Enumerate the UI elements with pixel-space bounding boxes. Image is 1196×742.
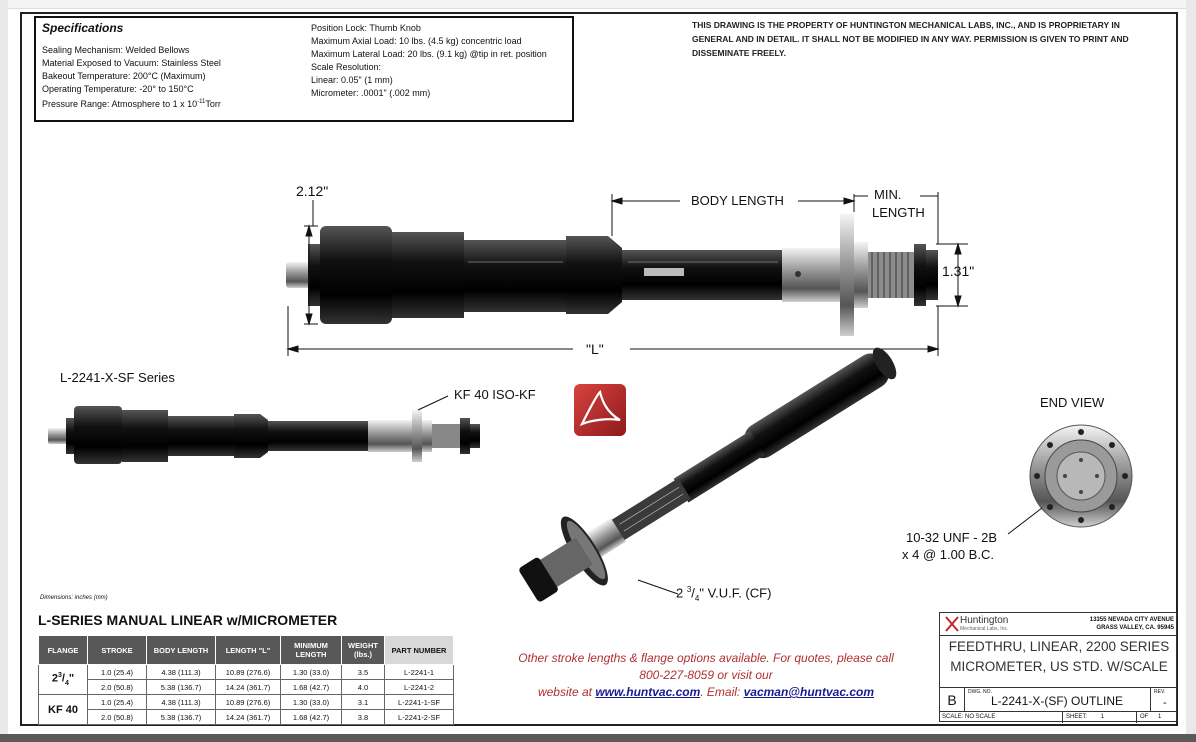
cf-fraction-den: 4 bbox=[694, 593, 700, 603]
revision-cell bbox=[1150, 688, 1179, 712]
table-cell: 14.24 (361.7) bbox=[216, 710, 281, 725]
header-weight: WEIGHT (lbs.) bbox=[342, 636, 385, 665]
pressure-exponent: -11 bbox=[197, 99, 206, 105]
spec-line: Bakeout Temperature: 200°C (Maximum) bbox=[42, 71, 206, 81]
cf-prefix: 2 bbox=[676, 585, 687, 601]
specifications-box bbox=[34, 16, 574, 122]
iso-feedthru-drawing bbox=[507, 325, 912, 620]
address-line-2: GRASS VALLEY, CA. 95945 bbox=[1096, 625, 1174, 631]
overall-length-label: "L" bbox=[586, 341, 604, 357]
table-cell: 1.68 (42.7) bbox=[281, 710, 342, 725]
spec-line: Linear: 0.05" (1 mm) bbox=[311, 75, 393, 85]
body-length-label: BODY LENGTH bbox=[691, 193, 784, 208]
table-cell: 1.0 (25.4) bbox=[88, 665, 147, 680]
header-stroke: STROKE bbox=[88, 636, 147, 665]
cf-fraction-num: 3 bbox=[686, 585, 692, 594]
drawing-title bbox=[940, 637, 1178, 677]
dwg-no-label: DWG. NO. bbox=[968, 689, 992, 695]
pressure-label: Pressure Range: Atmosphere to 1 x 10 bbox=[42, 99, 198, 109]
header-minimum-length: MINIMUM LENGTH bbox=[281, 636, 342, 665]
spec-line: Micrometer: .0001" (.002 mm) bbox=[311, 88, 431, 98]
table-cell: 10.89 (276.6) bbox=[216, 695, 281, 710]
table-cell: 1.0 (25.4) bbox=[88, 695, 147, 710]
table-row bbox=[39, 680, 454, 695]
kf-caption: KF 40 ISO-KF bbox=[454, 387, 536, 402]
drawing-sheet bbox=[8, 0, 1186, 734]
table-cell: L-2241-2-SF bbox=[385, 710, 454, 725]
title-block-footer bbox=[940, 711, 1178, 723]
table-cell: 1.68 (42.7) bbox=[281, 680, 342, 695]
spec-line: Maximum Axial Load: 10 lbs. (4.5 kg) concentric load bbox=[311, 36, 522, 46]
table-cell: 4.38 (111.3) bbox=[147, 695, 216, 710]
spec-line: Material Exposed to Vacuum: Stainless Steel bbox=[42, 58, 221, 68]
series-caption: L-2241-X-SF Series bbox=[60, 370, 175, 385]
drawing-title-line-1: FEEDTHRU, LINEAR, 2200 SERIES bbox=[948, 639, 1170, 654]
contact-line-3 bbox=[496, 684, 916, 701]
cf-flange-caption: 2 $^3/_4$" V.U.F. (CF) bbox=[676, 585, 772, 603]
spec-line: Scale Resolution: bbox=[311, 62, 382, 72]
flange-cell: KF 40 bbox=[39, 695, 88, 725]
specifications-title: Specifications bbox=[42, 21, 124, 35]
pdf-icon[interactable] bbox=[574, 384, 626, 436]
spec-right-column bbox=[311, 22, 547, 100]
spec-line: Position Lock: Thumb Knob bbox=[311, 23, 421, 33]
company-logo-text: Huntington bbox=[960, 615, 1009, 626]
drawing-size: B bbox=[940, 688, 965, 712]
table-cell: 14.24 (361.7) bbox=[216, 680, 281, 695]
huntington-logo-icon bbox=[943, 614, 961, 634]
spec-left-column bbox=[42, 44, 221, 111]
table-row bbox=[39, 710, 454, 725]
of-cell bbox=[1136, 712, 1161, 723]
company-address bbox=[1090, 616, 1174, 632]
table-cell: 4.0 bbox=[342, 680, 385, 695]
flange-sub: 4 bbox=[64, 679, 69, 687]
revision: - bbox=[1163, 697, 1167, 709]
spec-line: Operating Temperature: -20° to 150°C bbox=[42, 84, 194, 94]
pressure-unit: Torr bbox=[205, 99, 221, 109]
min-length-label-1: MIN. bbox=[874, 187, 902, 202]
drawing-title-line-2: MICROMETER, US STD. W/SCALE bbox=[950, 659, 1168, 674]
sheet-label: SHEET: bbox=[1066, 714, 1088, 720]
sheet-number: 1 bbox=[1100, 714, 1105, 720]
table-row bbox=[39, 695, 454, 710]
table-cell: L-2241-1 bbox=[385, 665, 454, 680]
proprietary-notice: THIS DRAWING IS THE PROPERTY OF HUNTINGTON MECHANICAL LABS, INC., AND IS PROPRIETARY IN GENERAL AND IN DETAIL. IT SHALL NOT BE MODIFIED IN ANY WAY. PERMISSION IS GIVEN TO PRINT AND DISSEMINATE FREELY. bbox=[692, 20, 1129, 58]
header-length-l: LENGTH "L" bbox=[216, 636, 281, 665]
flange-cell: $2^3/_4$" bbox=[39, 665, 88, 695]
table-cell: 3.5 bbox=[342, 665, 385, 680]
thread-caption-1: 10-32 UNF - 2B bbox=[906, 530, 998, 545]
company-logo-subtext: Mechanical Labs, Inc. bbox=[960, 626, 1009, 632]
table-cell: 2.0 (50.8) bbox=[88, 680, 147, 695]
table-cell: 10.89 (276.6) bbox=[216, 665, 281, 680]
spec-line-pressure bbox=[42, 96, 221, 111]
header-body-length: BODY LENGTH bbox=[147, 636, 216, 665]
flange-main: 2 bbox=[51, 672, 59, 685]
of-label: OF bbox=[1140, 714, 1149, 720]
diameter-dimension: 2.12" bbox=[296, 183, 329, 199]
drawing-number: L-2241-X-(SF) OUTLINE bbox=[990, 694, 1124, 708]
title-block-logo-row bbox=[940, 613, 1178, 636]
table-cell: L-2241-2 bbox=[385, 680, 454, 695]
end-view-caption: END VIEW bbox=[1040, 395, 1105, 410]
dimension-units-note: Dimensions: inches (mm) bbox=[40, 595, 108, 601]
table-cell: 5.38 (136.7) bbox=[147, 710, 216, 725]
header-flange: FLANGE bbox=[39, 636, 88, 665]
address-line-1: 13355 NEVADA CITY AVENUE bbox=[1089, 617, 1174, 623]
table-cell: 1.30 (33.0) bbox=[281, 695, 342, 710]
table-cell: 2.0 (50.8) bbox=[88, 710, 147, 725]
flange-dimension: 1.31" bbox=[942, 263, 975, 279]
table-cell: 3.8 bbox=[342, 710, 385, 725]
of-number: 1 bbox=[1158, 714, 1162, 720]
table-cell: L-2241-1-SF bbox=[385, 695, 454, 710]
table-cell: 1.30 (33.0) bbox=[281, 665, 342, 680]
spec-line: Sealing Mechanism: Welded Bellows bbox=[42, 45, 190, 55]
sf-series-drawing bbox=[48, 396, 480, 464]
email-link[interactable]: vacman@huntvac.com bbox=[743, 685, 875, 699]
min-length-label-2: LENGTH bbox=[872, 205, 925, 220]
contact-line-1: Other stroke lengths & flange options available. For quotes, please call bbox=[518, 651, 894, 665]
table-cell: 4.38 (111.3) bbox=[147, 665, 216, 680]
bottom-bar bbox=[0, 734, 1196, 742]
flange-tail: " bbox=[68, 672, 75, 685]
flange-sup: 3 bbox=[58, 672, 62, 680]
table-cell: 5.38 (136.7) bbox=[147, 680, 216, 695]
rev-label: REV. bbox=[1154, 689, 1166, 695]
cf-suffix: " V.U.F. (CF) bbox=[699, 585, 772, 601]
header-part-number: PART NUMBER bbox=[385, 636, 454, 665]
scale-text: SCALE: NO SCALE bbox=[942, 714, 996, 720]
drawing-number-row bbox=[940, 687, 1178, 712]
end-view-flange bbox=[1030, 425, 1132, 527]
website-link[interactable]: www.huntvac.com bbox=[595, 685, 701, 699]
part-number-table bbox=[38, 635, 454, 725]
spec-line: Maximum Lateral Load: 20 lbs. (9.1 kg) @tip in ret. position bbox=[311, 49, 547, 59]
contact-website-prefix: website at bbox=[537, 685, 596, 699]
table-row bbox=[39, 665, 454, 680]
table-title: L-SERIES MANUAL LINEAR w/MICROMETER bbox=[38, 612, 338, 628]
contact-line-2: 800-227-8059 or visit our bbox=[639, 668, 773, 682]
contact-info bbox=[496, 650, 916, 701]
table-header-row bbox=[39, 636, 454, 665]
thread-caption-2: x 4 @ 1.00 B.C. bbox=[902, 547, 994, 562]
table-cell: 3.1 bbox=[342, 695, 385, 710]
title-block bbox=[939, 612, 1177, 722]
sheet-cell bbox=[1062, 712, 1104, 723]
contact-email-prefix: . Email: bbox=[700, 685, 744, 699]
